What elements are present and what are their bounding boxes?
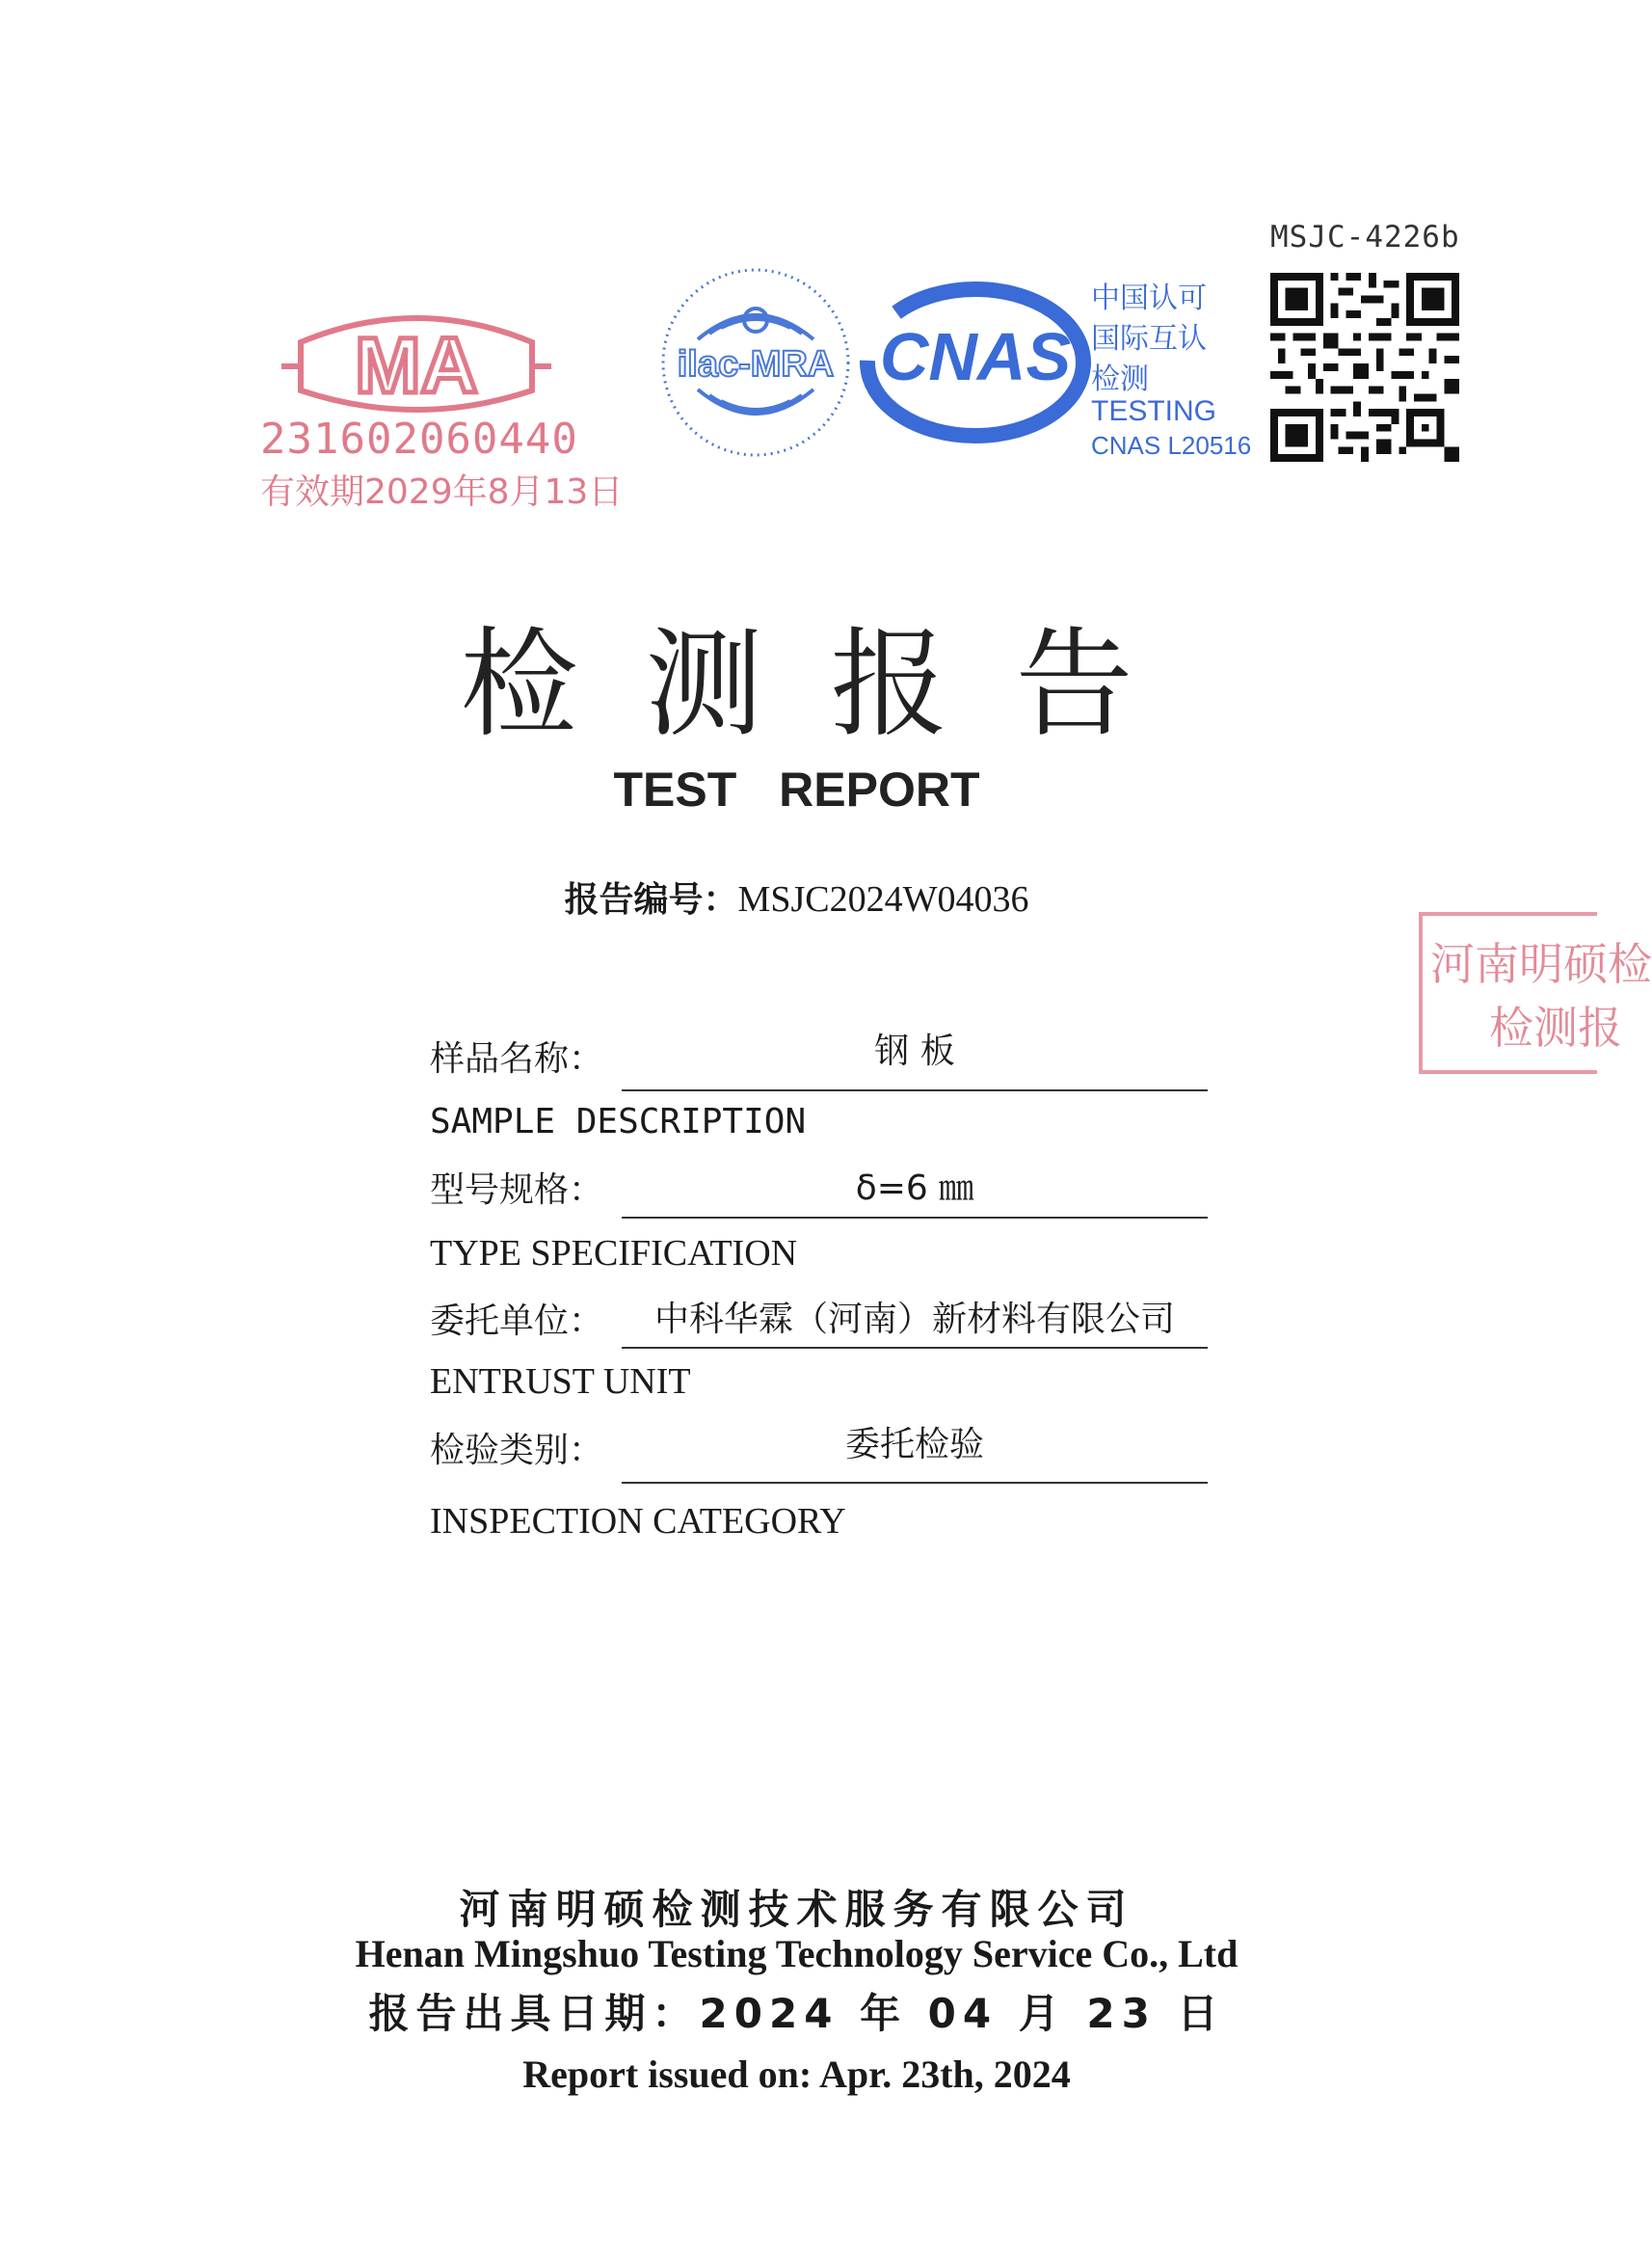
type-spec-label-en: TYPE SPECIFICATION [430, 1233, 798, 1274]
sample-name-underline [622, 1089, 1208, 1091]
page-title-cn: 检测报告 [460, 616, 1201, 753]
page-title-en: TEST REPORT [613, 763, 980, 817]
type-spec-value: δ=6 ㎜ [855, 1168, 974, 1208]
issue-date-en: Report issued on: Apr. 23th, 2024 [522, 2053, 1071, 2096]
cnas-line-2: 国际互认 [1091, 322, 1207, 356]
entrust-unit-label-en: ENTRUST UNIT [430, 1361, 691, 1402]
issue-date-cn: 报告出具日期：2024 年 04 月 23 日 [368, 1990, 1225, 2037]
ma-cert-number: 231602060440 [260, 415, 578, 464]
type-spec-underline [622, 1217, 1208, 1219]
company-name-en: Henan Mingshuo Testing Technology Service Co., Ltd [355, 1932, 1239, 1975]
inspection-category-label: 检验类别： [430, 1431, 604, 1470]
report-number-value: MSJC2024W04036 [737, 879, 1029, 920]
cnas-line-3: 检测 [1091, 362, 1149, 396]
cnas-logo-icon [860, 280, 1091, 445]
sample-name-label-en: SAMPLE DESCRIPTION [430, 1102, 807, 1141]
sample-name-value: 钢 板 [874, 1032, 955, 1071]
cnas-logo-text: CNAS [879, 319, 1072, 394]
qr-code-icon [1270, 273, 1459, 462]
inspection-category-label-en: INSPECTION CATEGORY [430, 1501, 846, 1542]
company-stamp-line-2: 检测报 [1489, 1002, 1622, 1054]
cnas-testing: TESTING [1091, 395, 1217, 427]
ilac-mra-icon [655, 262, 856, 463]
document-code: MSJC-4226b [1270, 220, 1460, 255]
ma-letters: MA [355, 322, 478, 410]
entrust-unit-underline [622, 1347, 1208, 1349]
report-number [0, 872, 1593, 922]
ma-validity: 有效期2029年8月13日 [260, 472, 624, 512]
ilac-text: ilac-MRA [677, 344, 835, 385]
inspection-category-value: 委托检验 [844, 1425, 984, 1464]
entrust-unit-value: 中科华霖（河南）新材料有限公司 [653, 1300, 1175, 1339]
sample-name-label: 样品名称： [430, 1039, 604, 1079]
company-name-cn: 河南明硕检测技术服务有限公司 [459, 1886, 1134, 1933]
company-stamp-line-1: 河南明硕检 [1430, 938, 1652, 990]
cnas-number: CNAS L20516 [1091, 431, 1252, 460]
entrust-unit-label: 委托单位： [430, 1301, 604, 1341]
report-number-label: 报告编号： [564, 880, 738, 920]
type-spec-label: 型号规格： [430, 1170, 604, 1210]
cnas-line-1: 中国认可 [1091, 282, 1207, 315]
inspection-category-underline [622, 1482, 1208, 1484]
